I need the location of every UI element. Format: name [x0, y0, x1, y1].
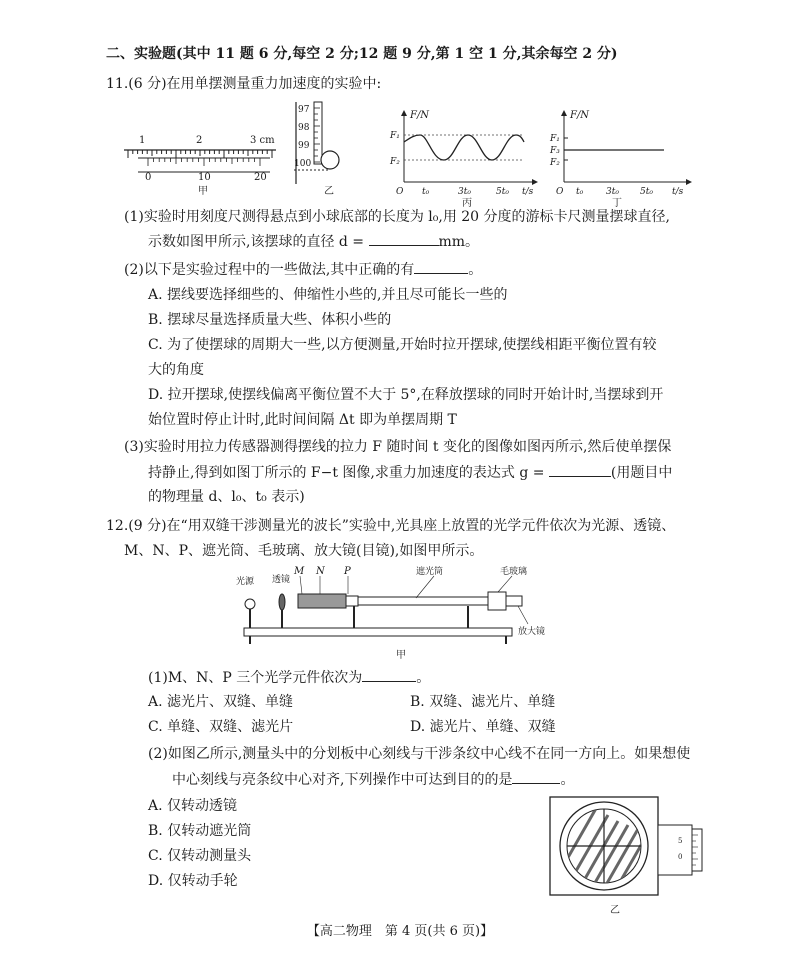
yi-tick-100: 100: [294, 159, 312, 169]
bench-label-glass: 毛玻璃: [500, 567, 528, 577]
bing-t0: t₀: [422, 187, 430, 197]
q11-option-d: D. 拉开摆球,使摆线偏离平衡位置不大于 5°,在释放摆球的同时开始计时,当摆球到开: [148, 387, 664, 403]
q12-stem-line1: 12.(9 分)在“用双缝干涉测量光的波长”实验中,光具座上放置的光学元件依次为光源、透镜、: [106, 518, 676, 534]
bing-xlabel: t/s: [522, 187, 534, 197]
answer-blank-part2[interactable]: [414, 259, 468, 274]
q12-part2-option-b: B. 仅转动遮光筒: [148, 823, 252, 839]
jia-caption: 甲: [198, 186, 208, 197]
q12-stem-line2: M、N、P、遮光筒、毛玻璃、放大镜(目镜),如图甲所示。: [124, 543, 484, 559]
ding-F3: F₃: [550, 146, 560, 156]
answer-blank-diameter[interactable]: [369, 231, 439, 246]
q12-part1-option-c: C. 单缝、双缝、滤光片: [148, 719, 294, 735]
q11-part2: (2)以下是实验过程中的一些做法,其中正确的有 。: [124, 259, 482, 280]
bench-label-M: M: [294, 566, 305, 577]
q11-option-c-cont: 大的角度: [148, 362, 204, 378]
answer-blank-mnp[interactable]: [362, 667, 416, 682]
q11-option-c: C. 为了使摆球的周期大一些,以方便测量,开始时拉开摆球,使摆线相距平衡位置有较: [148, 337, 657, 353]
bing-F1: F₁: [390, 131, 400, 141]
jia-bottom-label-10: 10: [198, 172, 211, 183]
ding-origin: O: [556, 187, 564, 197]
bench-label-P: P: [344, 566, 351, 577]
q12-part2-option-d: D. 仅转动手轮: [148, 873, 238, 889]
q11-figure-bing: [390, 108, 542, 209]
jia-top-label-3: 3 cm: [250, 135, 275, 146]
q12-part2-option-a: A. 仅转动透镜: [148, 798, 238, 814]
bing-origin: O: [396, 187, 404, 197]
jia-bottom-label-20: 20: [254, 172, 267, 183]
q12-figure-yi: [548, 795, 708, 917]
bing-ylabel: F/N: [410, 110, 430, 121]
bing-5t0: 5t₀: [496, 187, 509, 197]
jia-top-label-2: 2: [196, 135, 203, 146]
bench-label-tube: 遮光筒: [416, 567, 444, 577]
bench-label-source: 光源: [236, 577, 255, 587]
bench-label-N: N: [316, 566, 325, 577]
yi-tick-97: 97: [298, 105, 310, 115]
yi-tick-99: 99: [298, 141, 310, 151]
bing-F2: F₂: [390, 157, 400, 167]
q11-part3-line1: (3)实验时用拉力传感器测得摆线的拉力 F 随时间 t 变化的图像如图丙所示,然后使单摆保: [124, 439, 672, 455]
q11-option-a: A. 摆线要选择细些的、伸缩性小些的,并且尽可能长一些的: [148, 287, 508, 303]
jia-bottom-label-0: 0: [145, 172, 152, 183]
ding-F1: F₁: [550, 134, 560, 144]
section-title: 二、实验题(其中 11 题 6 分,每空 2 分;12 题 9 分,第 1 空 1 分,其余每空 2 分): [106, 46, 618, 62]
q11-part3-line2: 持静止,得到如图丁所示的 F−t 图像,求重力加速度的表达式 g = (用题目中: [148, 462, 672, 483]
q11-option-d-cont: 始位置时停止计时,此时间间隔 Δt 即为单摆周期 T: [148, 412, 457, 428]
jia-top-label-1: 1: [139, 135, 146, 146]
q11-stem: 11.(6 分)在用单摆测量重力加速度的实验中:: [106, 76, 382, 92]
q12-part2-line1: (2)如图乙所示,测量头中的分划板中心刻线与干涉条纹中心线不在同一方向上。如果想使: [148, 746, 691, 762]
ding-F2: F₂: [550, 158, 560, 168]
bench-caption: 甲: [396, 650, 406, 661]
ding-t0: t₀: [576, 187, 584, 197]
q11-option-b: B. 摆球尽量选择质量大些、体积小些的: [148, 312, 392, 328]
q11-figure-yi: [290, 100, 350, 196]
q12-part1-option-d: D. 滤光片、单缝、双缝: [410, 719, 556, 735]
bench-label-lens: 透镜: [272, 575, 291, 585]
q11-figure-jia: [120, 128, 280, 198]
yi-caption: 乙: [324, 186, 334, 197]
ding-caption: 丁: [612, 198, 622, 209]
ding-ylabel: F/N: [570, 110, 590, 121]
answer-blank-g[interactable]: [549, 462, 611, 477]
yi-scale-0: 0: [678, 853, 683, 861]
q12-part1-option-a: A. 滤光片、双缝、单缝: [148, 694, 294, 710]
q12-part2-option-c: C. 仅转动测量头: [148, 848, 252, 864]
bing-caption: 丙: [462, 198, 472, 209]
ding-5t0: 5t₀: [640, 187, 653, 197]
q11-figure-ding: [550, 108, 702, 209]
yi-caption: 乙: [610, 905, 620, 916]
yi-tick-98: 98: [298, 123, 310, 133]
q12-part1-option-b: B. 双缝、滤光片、单缝: [410, 694, 556, 710]
q11-part1-line2: 示数如图甲所示,该摆球的直径 d = mm。: [148, 231, 479, 252]
bing-3t0: 3t₀: [458, 187, 471, 197]
yi-scale-5: 5: [678, 837, 683, 845]
ding-xlabel: t/s: [672, 187, 684, 197]
answer-blank-align[interactable]: [512, 769, 560, 784]
q12-figure-jia: [236, 562, 566, 662]
q12-part2-line2: 中心刻线与亮条纹中心对齐,下列操作中可达到目的的是 。: [172, 769, 574, 790]
q11-part1-line1: (1)实验时用刻度尺测得悬点到小球底部的长度为 l₀,用 20 分度的游标卡尺测量摆球直径,: [124, 209, 670, 225]
page-footer: 【高二物理 第 4 页(共 6 页)】: [306, 924, 494, 939]
q12-part1: (1)M、N、P 三个光学元件依次为 。: [148, 667, 430, 688]
bench-label-eyepiece: 放大镜: [518, 627, 546, 637]
q11-part3-line3: 的物理量 d、l₀、t₀ 表示): [148, 489, 305, 505]
ding-3t0: 3t₀: [606, 187, 619, 197]
